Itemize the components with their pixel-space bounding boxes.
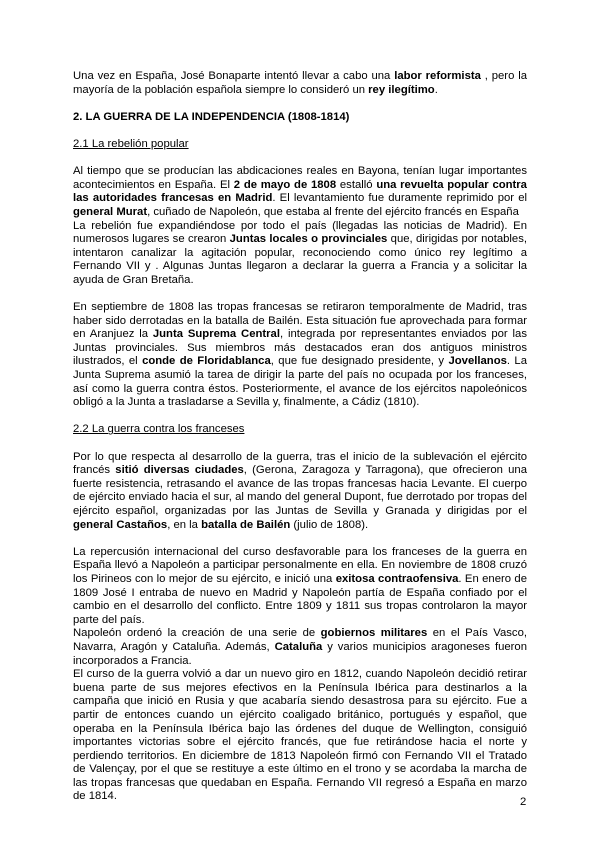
subsection-title-rebelion: 2.1 La rebelión popular — [73, 137, 189, 150]
paragraph-guerra-1: Por lo que respecta al desarrollo de la guerra, tras el inicio de la sublevación el ejército francés sitió diversas ciudades, (Gerona, Zaragoza y Tarragona), que ofrecieron una fuerte resistencia, retrasando el avance de las tropas francesas hacia Levante. El cuerpo de ejército enviado hacia el sur, al mando del general Dupont, fue derrotado por tropas del ejército español, organizadas por las Juntas de Sevilla y Granada y dirigidas por el general Castaños, en la batalla de Bailén (julio de 1808). — [73, 450, 528, 531]
paragraph-rebelion-3: En septiembre de 1808 las tropas francesas se retiraron temporalmente de Madrid, tras haber sido derrotadas en la batalla de Bailén. Esta situación fue aprovechada para formar en Aranjuez la Junta Suprema Central, integrada por representantes enviados por las Juntas provinciales. Sus miembros más destacados eran dos antiguos ministros ilustrados, el conde de Floridablanca, que fue designado presidente, y Jovellanos. La Junta Suprema asumió la tarea de dirigir la parte del país no ocupada por los franceses, así como la guerra contra éstos. Posteriormente, el avance de los ejércitos napoleónicos obligó a la Junta a trasladarse a Sevilla y, finalmente, a Cádiz (1810). — [73, 301, 527, 409]
page-number: 2 — [520, 796, 527, 808]
paragraph-rebelion-1: Al tiempo que se producían las abdicaciones reales en Bayona, tenían lugar importantes acontecimientos en España. El 2 de mayo de 1808 estalló una revuelta popular contra las autoridades francesas en Madrid. El levantamiento fue duramente reprimido por el general Murat, cuñado de Napoleón, que estaba al frente del ejército francés en España — [73, 165, 527, 218]
paragraph-guerra-4: El curso de la guerra volvió a dar un nuevo giro en 1812, cuando Napoleón decidió retirar buena parte de sus mejores efectivos en la Península Ibérica para destinarlos a la campaña que inició en Rusia y que acabaría siendo desastrosa para su ejército. Fue a partir de entonces cuando un ejército coaligado británico, portugués y español, que operaba en la Península Ibérica bajo las órdenes del duque de Wellington, consiguió importantes victorias sobre el ejército francés, que fue retirándose hacia el norte y perdiendo territorios. En diciembre de 1813 Napoleón firmó con Fernando VII el Tratado de Valençay, por el que se restituye a este último en el trono y se acordaba la marcha de las tropas francesas que quedaban en España. Fernando VII regresó a España en marzo de 1814. — [73, 668, 527, 803]
paragraph-rebelion-2: La rebelión fue expandiéndose por todo el país (llegadas las noticias de Madrid). En numerosos lugares se crearon Juntas locales o provinciales que, dirigidas por notables, intentaron canalizar la agitación popular, reconociendo como único rey legítimo a Fernando VII y . Algunas Juntas llegaron a declarar la guerra a Francia y a solicitar la ayuda de Gran Bretaña. — [73, 219, 527, 286]
paragraph-guerra-2: La repercusión internacional del curso desfavorable para los franceses de la guerra en España llevó a Napoleón a participar personalmente en ella. En noviembre de 1808 cruzó los Pirineos con lo mejor de su ejército, e inició una exitosa contraofensiva. En enero de 1809 José I entraba de nuevo en Madrid y Napoleón partía de España confiado por el cambio en el desarrollo del conflicto. Entre 1809 y 1811 sus tropas controlaron la mayor parte del país. — [73, 545, 527, 626]
intro-paragraph: Una vez en España, José Bonaparte intentó llevar a cabo una labor reformista , pero la mayoría de la población española siempre lo consideró un rey ilegítimo. — [73, 70, 527, 96]
document-page — [73, 70, 527, 804]
subsection-title-guerra: 2.2 La guerra contra los franceses — [73, 423, 245, 436]
section-title: 2. LA GUERRA DE LA INDEPENDENCIA (1808-1814) — [73, 110, 350, 123]
paragraph-guerra-3: Napoleón ordenó la creación de una serie de gobiernos militares en el País Vasco, Navarra, Aragón y Cataluña. Además, Cataluña y varios municipios aragoneses fueron incorporados a Francia. — [73, 627, 527, 667]
